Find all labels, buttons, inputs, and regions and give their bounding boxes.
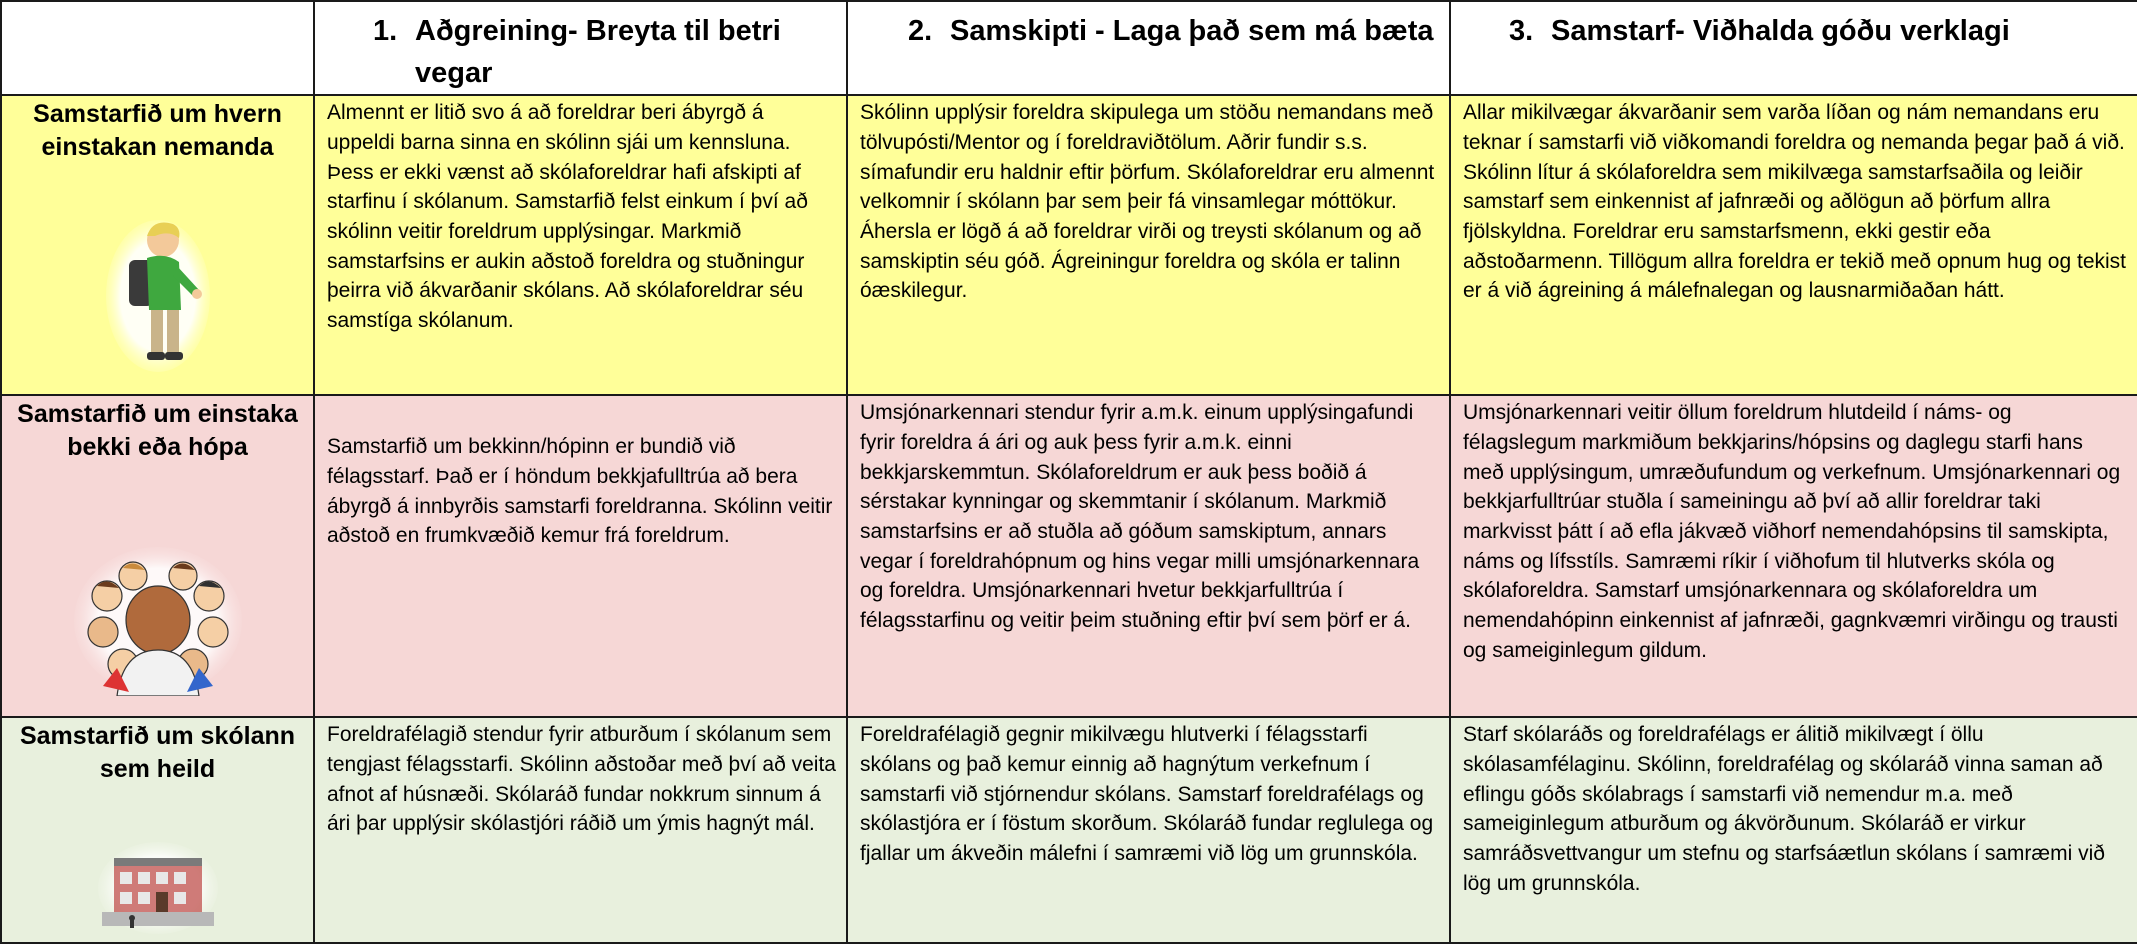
cell-samskipti — [847, 395, 1450, 717]
table-row — [1, 717, 2137, 943]
cell-aðgreining — [314, 95, 847, 395]
header-corner-cell — [1, 1, 314, 95]
cell-text: Starf skólaráðs og foreldrafélags er álitið mikilvægt í öllu skólasamfélaginu. Skólinn, foreldrafélag og skólaráð vinna saman að eflingu góðs skólabrags í samstarfi við nemendur m.a. með sameiginlegum atburðum og ákvörðunum. Skólaráð er virkur samráðsvettvangur um stefnu og starfsáætlun skólans í samræmi við lög um grunnskóla. — [1463, 723, 2105, 895]
row-label-cell — [1, 95, 314, 395]
cell-aðgreining — [314, 395, 847, 717]
header-samstarf — [1450, 1, 2137, 95]
header-title: Aðgreining- Breyta til betri vegar — [415, 15, 781, 90]
header-samskipti — [847, 1, 1450, 95]
row-label: Samstarfið um hvern einstakan nemanda — [33, 100, 282, 162]
header-aðgreining — [314, 1, 847, 95]
header-row — [1, 1, 2137, 95]
cell-samstarf — [1450, 717, 2137, 943]
student-with-backpack-icon — [103, 214, 213, 374]
cell-aðgreining — [314, 717, 847, 943]
table-row — [1, 395, 2137, 717]
cell-samskipti — [847, 95, 1450, 395]
cell-text: Almennt er litið svo á að foreldrar beri ábyrgð á uppeldi barna sinna en skólinn sjái um kennsluna. Þess er ekki vænst að skólaforeldrar hafi afskipti af starfinu í skólanum. Samstarfið felst einkum í því að skólinn veitir foreldrum upplýsingar. Markmið samstarfsins er aukin aðstoð foreldra og stuðningur þeirra við ákvarðanir skólans. Að skólaforeldrar séu samstíga skólanum. — [327, 101, 808, 333]
header-number: 2. — [908, 15, 933, 47]
cell-text: Skólinn upplýsir foreldra skipulega um stöðu nemandans með tölvupósti/Mentor og í foreldraviðtölum. Aðrir fundir s.s. símafundir eru haldnir eftir þörfum. Skólaforeldrar eru almennt velkomnir í skólann þar sem þeir fá vinsamlegar móttökur. Áhersla er lögð á að foreldrar virði og treysti skólanum og að samskiptin séu góð. Ágreiningur foreldra og skóla er talinn óæskilegur. — [860, 101, 1435, 303]
school-building-icon — [98, 842, 218, 934]
header-number: 3. — [1509, 15, 1534, 47]
header-title: Samskipti - Laga það sem má bæta — [950, 15, 1434, 47]
row-label-cell — [1, 717, 314, 943]
row-label-cell — [1, 395, 314, 717]
row-label: Samstarfið um einstaka bekki eða hópa — [17, 400, 298, 462]
cell-samstarf — [1450, 395, 2137, 717]
cell-text: Allar mikilvægar ákvarðanir sem varða líðan og nám nemandans eru teknar í samstarfi við viðkomandi foreldra og nemanda þegar það á við. Skólinn lítur á skólaforeldra sem mikilvæga samstarfsaðila og leiðir samstarf sem einkennist af jafnræði og aðlögun að þörfum allra fjölskyldna. Foreldrar eru samstarfsmenn, ekki gestir eða aðstoðarmenn. Tillögum allra foreldra er tekið með opnum hug og tekist er á við ágreining á málefnalegan og lausnarmiðaðan hátt. — [1463, 101, 2127, 303]
group-of-children-icon — [73, 546, 243, 696]
cell-text: Umsjónarkennari stendur fyrir a.m.k. einum upplýsingafundi fyrir foreldra á ári og auk þess fyrir a.m.k. einni bekkjarskemmtun. Skólaforeldrum er auk þess boðið á sérstakar kynningar og skemmtanir í skólanum. Markmið samstarfsins er að stuðla að góðum samskiptum, annars vegar í foreldrahópnum og hins vegar milli umsjónarkennara og foreldra. Umsjónarkennari hvetur bekkjarfulltrúa í félagsstarfinu og veitir þeim stuðning eftir því sem þörf er á. — [860, 401, 1420, 633]
table-row — [1, 95, 2137, 395]
cell-text: Samstarfið um bekkinn/hópinn er bundið við félagsstarf. Það er í höndum bekkjafulltrúa að bera ábyrgð á innbyrðis samstarfi foreldranna. Skólinn veitir aðstoð en frumkvæðið kemur frá foreldrum. — [327, 435, 833, 548]
cell-text: Umsjónarkennari veitir öllum foreldrum hlutdeild í náms- og félagslegum markmiðum bekkjarins/hópsins og daglegu starfi hans með upplýsingum, umræðufundum og verkefnum. Umsjónarkennari og bekkjarfulltrúar stuðla í sameiningu að því að allir foreldrar taki markvisst þátt í að efla jákvæð viðhorf nemendahópsins til samskipta, náms og lífsstíls. Samræmi ríkir í viðhofum til hlutverks skóla og skólaforeldra. Samstarf umsjónarkennara og skólaforeldra um nemendahópinn einkennist af jafnræði, gagnkvæmri virðingu og trausti og sameiginlegum gildum. — [1463, 401, 2121, 662]
cell-text: Foreldrafélagið gegnir mikilvægu hlutverki í félagsstarfi skólans og það kemur einnig að hagnýtum verkefnum í samstarfi við stjórnendur skólans. Samstarf foreldrafélags og skólastjóra er í föstum skorðum. Skólaráð fundar reglulega og fjallar um ákveðin málefni í samræmi við lög um grunnskóla. — [860, 723, 1434, 865]
cell-samstarf — [1450, 95, 2137, 395]
header-number: 1. — [373, 15, 398, 47]
header-title: Samstarf- Viðhalda góðu verklagi — [1551, 15, 2010, 47]
cell-samskipti — [847, 717, 1450, 943]
cell-text: Foreldrafélagið stendur fyrir atburðum í skólanum sem tengjast félagsstarfi. Skólinn aðstoðar með því að veita afnot af húsnæði. Skólaráð fundar nokkrum sinnum á ári þar upplýsir skólastjóri ráðið um ýmis hagnýt mál. — [327, 723, 836, 836]
row-label: Samstarfið um skólann sem heild — [19, 722, 296, 784]
